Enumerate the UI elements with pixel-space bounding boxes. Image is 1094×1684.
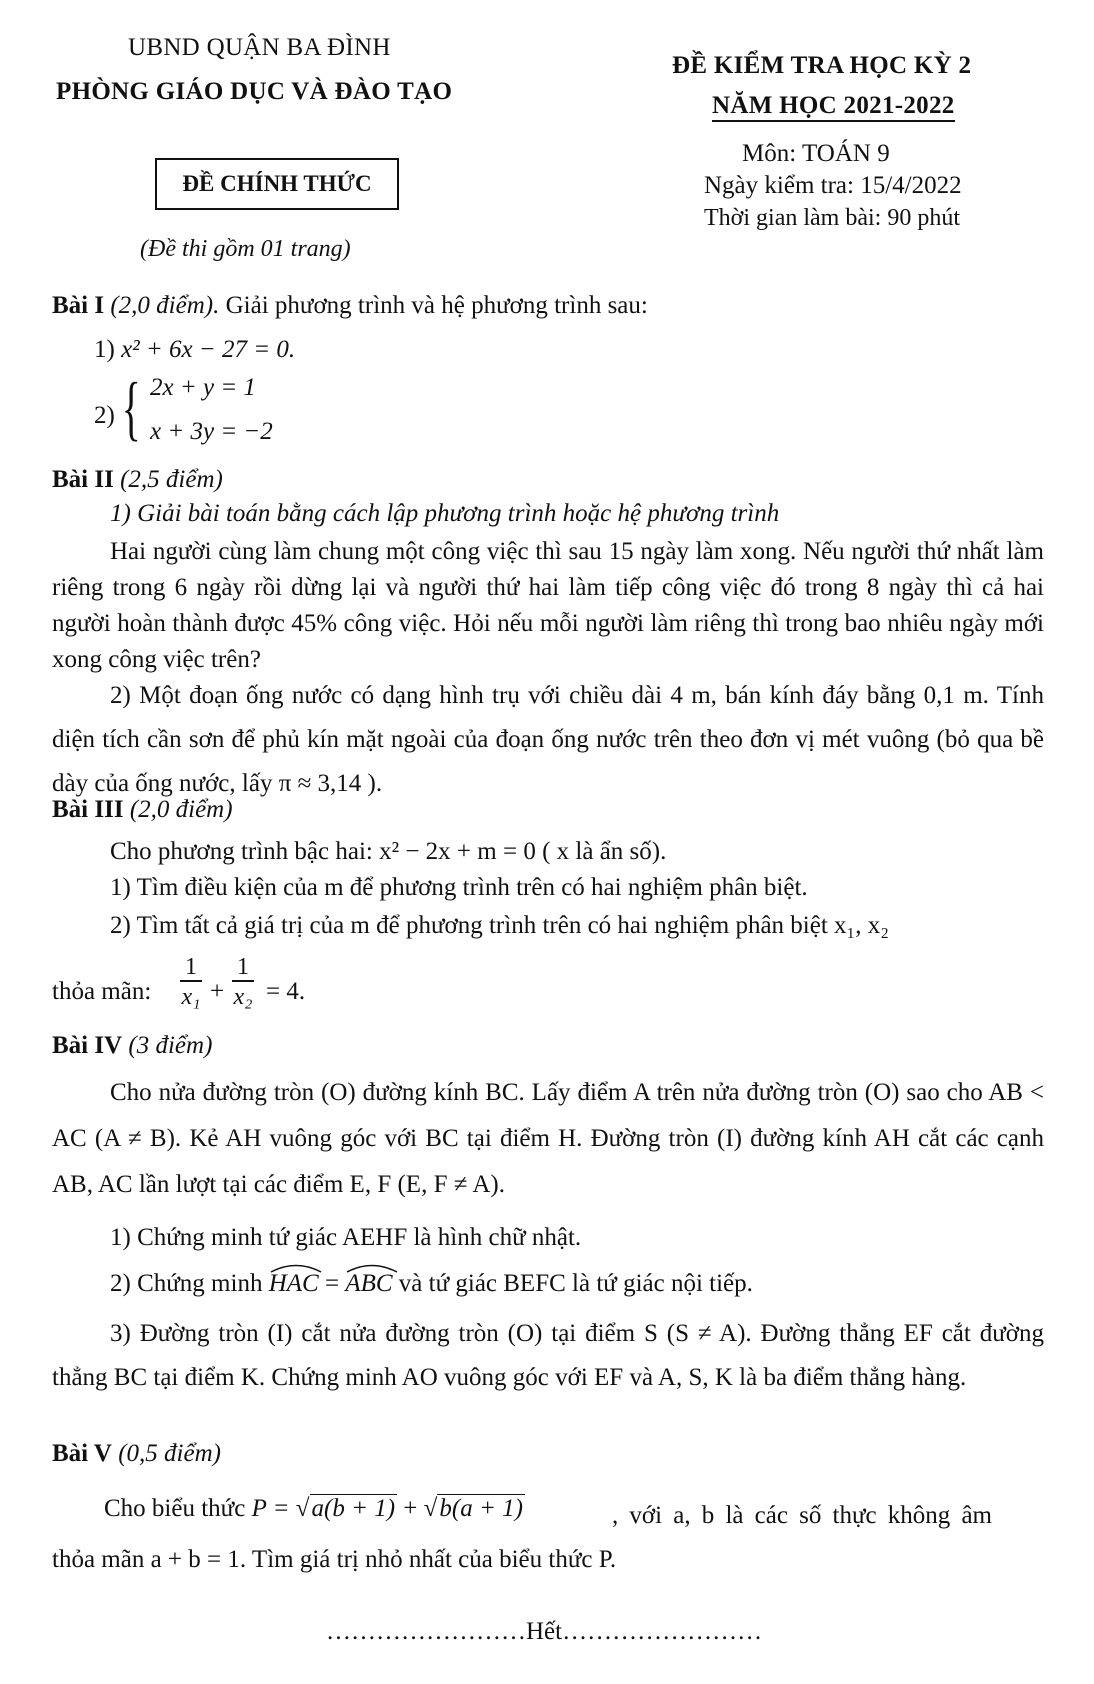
sqrt-icon: √ — [423, 1495, 438, 1522]
bai1-q2-eq2: x + 3y = −2 — [150, 418, 273, 445]
bai1-q2-number: 2) — [94, 402, 115, 429]
bai4-q2-post: và tứ giác BEFC là tứ giác nội tiếp. — [398, 1270, 753, 1297]
bai2-title: Bài II — [52, 466, 114, 493]
bai1-heading — [52, 292, 648, 320]
pages-note: (Đề thi gồm 01 trang) — [140, 236, 351, 262]
bai2-q1-text: Hai người cùng làm chung một công việc thì sau 15 ngày làm xong. Nếu người thứ nhất làm riêng trong 6 ngày rồi dừng lại và người thứ hai làm tiếp công việc đó trong 8 ngày thì cả hai người hoàn thành được 45% công việc. Hỏi nếu mỗi người làm riêng thì trong bao nhiêu ngày mới xong công việc trên? — [52, 538, 1044, 673]
subject: Môn: TOÁN 9 — [742, 140, 890, 167]
fraction-denominator: x₂ — [233, 984, 253, 1010]
bai1-prompt: Giải phương trình và hệ phương trình sau: — [225, 292, 648, 319]
arc-abc-label: ABC — [345, 1270, 393, 1297]
bai5-points: (0,5 điểm) — [118, 1440, 221, 1467]
bai1-points: (2,0 điểm). — [110, 292, 220, 319]
bai3-q2: 2) Tìm tất cả giá trị của m để phương trình trên có hai nghiệm phân biệt x₁, x₂ — [110, 912, 889, 939]
fraction-1-over-x1 — [180, 954, 202, 1012]
bai2-heading — [52, 466, 223, 494]
equation-tail: = 4. — [266, 978, 306, 1005]
bai2-points: (2,5 điểm) — [120, 466, 223, 493]
department-name: PHÒNG GIÁO DỤC VÀ ĐÀO TẠO — [56, 78, 453, 105]
district-name: UBND QUẬN BA ĐÌNH — [128, 34, 391, 61]
bai4-q2-pre: 2) Chứng minh — [110, 1270, 263, 1297]
p-lhs: P = — [251, 1495, 290, 1522]
bai1-q1-number: 1) — [94, 336, 115, 363]
official-exam-box: ĐỀ CHÍNH THỨC — [155, 158, 399, 210]
bai4-title: Bài IV — [52, 1032, 123, 1059]
bai5-text: , với a, b là các số thực không âm thỏa mãn a + b = 1. Tìm giá trị nhỏ nhất của biểu thức P. — [52, 1502, 992, 1573]
bai4-q3: 3) Đường tròn (I) cắt nửa đường tròn (O) tại điểm S (S ≠ A). Đường thẳng EF cắt đường thẳng BC tại điểm K. Chứng minh AO vuông góc với EF và A, S, K là ba điểm thẳng hàng. — [52, 1320, 1044, 1391]
exam-title: ĐỀ KIỂM TRA HỌC KỲ 2 — [672, 52, 972, 79]
bai4-points: (3 điểm) — [128, 1032, 213, 1059]
fraction-1-over-x2 — [232, 954, 254, 1012]
fraction-numerator: 1 — [237, 954, 249, 980]
equals-sign: = — [324, 1270, 340, 1297]
bai3-intro: Cho phương trình bậc hai: x² − 2x + m = 0 ( x là ẩn số). — [110, 838, 667, 865]
sqrt-icon: √ — [295, 1495, 310, 1522]
bai4-intro: Cho nửa đường tròn (O) đường kính BC. Lấy điểm A trên nửa đường tròn (O) sao cho AB < AC (A ≠ B). Kẻ AH vuông góc với BC tại điểm H. Đường tròn (I) đường kính AH cắt các cạnh AB, AC lần lượt tại các điểm E, F (E, F ≠ A). — [52, 1079, 1044, 1198]
bai4-heading — [52, 1032, 212, 1060]
bai3-heading — [52, 796, 233, 824]
plus-sign: + — [210, 978, 225, 1005]
arc-mark-icon — [345, 1261, 399, 1273]
bai3-q1: 1) Tìm điều kiện của m để phương trình trên có hai nghiệm phân biệt. — [110, 874, 808, 901]
arc-hac — [269, 1270, 325, 1297]
end-mark: ……………………Hết…………………… — [326, 1618, 763, 1645]
sqrt-term-1: a(b + 1) — [311, 1495, 396, 1522]
bai1-q1 — [94, 336, 295, 364]
school-year: NĂM HỌC 2021-2022 — [712, 92, 955, 122]
bai3-title: Bài III — [52, 796, 124, 823]
fraction-numerator: 1 — [185, 954, 197, 980]
bai5-pre: Cho biểu thức — [104, 1495, 246, 1522]
sqrt-term-2: b(a + 1) — [439, 1495, 523, 1522]
arc-mark-icon — [269, 1261, 323, 1273]
bai2-q2-text: 2) Một đoạn ống nước có dạng hình trụ với chiều dài 4 m, bán kính đáy bằng 0,1 m. Tính diện tích cần sơn để phủ kín mặt ngoài của đoạn ống nước trên theo đơn vị mét vuông (bỏ qua bề dày của ống nước, lấy π ≈ 3,14 ). — [52, 682, 1044, 797]
bai1-title: Bài I — [52, 292, 105, 319]
bai5-title: Bài V — [52, 1440, 112, 1467]
plus-sign: + — [403, 1495, 418, 1522]
bai4-q1: 1) Chứng minh tứ giác AEHF là hình chữ nhật. — [110, 1224, 582, 1251]
bai3-points: (2,0 điểm) — [129, 796, 233, 823]
exam-date: Ngày kiểm tra: 15/4/2022 — [704, 172, 962, 199]
arc-abc — [345, 1270, 398, 1297]
bai1-q1-equation: x² + 6x − 27 = 0. — [121, 336, 296, 363]
bai4-q2 — [110, 1270, 753, 1298]
bai1-q2-eq1: 2x + y = 1 — [150, 374, 256, 401]
fraction-denominator: x₁ — [181, 984, 201, 1010]
system-brace: { — [121, 368, 141, 448]
bai2-q1-heading: 1) Giải bài toán bằng cách lập phương trình hoặc hệ phương trình — [110, 500, 780, 527]
exam-duration: Thời gian làm bài: 90 phút — [704, 205, 960, 231]
bai3-condition-label: thỏa mãn: — [52, 978, 152, 1005]
arc-hac-label: HAC — [268, 1270, 319, 1297]
bai5-heading — [52, 1440, 221, 1468]
